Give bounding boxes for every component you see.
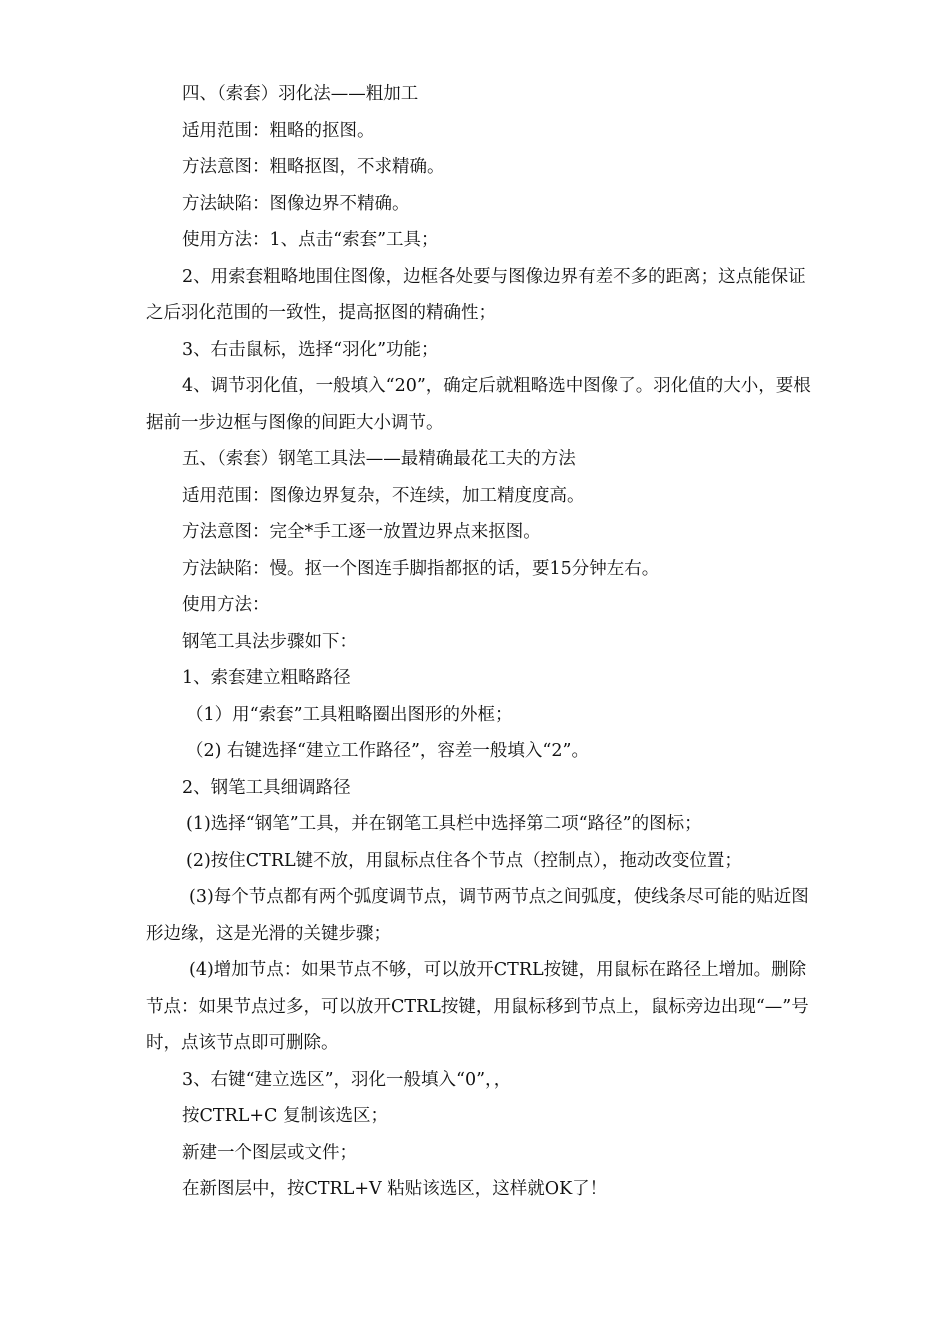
- section5-steps-intro: 钢笔工具法步骤如下：: [182, 631, 357, 652]
- section5-step3: 3、右键“建立选区”，羽化一般填入“0”，，: [182, 1069, 512, 1090]
- section4-intent: 方法意图：粗略抠图，不求精确。: [182, 157, 445, 177]
- section5-heading: 五、（索套）钢笔工具法——最精确最花工夫的方法: [182, 449, 576, 469]
- section4-heading: 四、（索套）羽化法——粗加工: [182, 84, 419, 104]
- section5-scope: 适用范围：图像边界复杂，不连续，加工精度度高。: [182, 485, 585, 506]
- section5-step2-title: 2、钢笔工具细调路径: [182, 777, 351, 798]
- section5-step1-title: 1、索套建立粗略路径: [182, 668, 351, 688]
- section5-new-layer: 新建一个图层或文件；: [182, 1142, 357, 1163]
- section5-step1-b: （2) 右键选择“建立工作路径”，容差一般填入“2”。: [186, 741, 589, 761]
- section4-step4: 4、调节羽化值，一般填入“20”，确定后就粗略选中图像了。羽化值的大小，要根据前一步边框与图像的间距大小调节。: [146, 376, 811, 433]
- section5-intent: 方法意图：完全*手工逐一放置边界点来抠图。: [182, 522, 541, 542]
- section5-usage: 使用方法：: [182, 595, 270, 615]
- section5-step2-b: (2)按住CTRL键不放，用鼠标点住各个节点（控制点），拖动改变位置；: [186, 850, 742, 871]
- section5-step2-c: (3)每个节点都有两个弧度调节点，调节两节点之间弧度，使线条尽可能的贴近图形边缘，这是光滑的关键步骤；: [146, 887, 809, 944]
- section4-step2: 2、用索套粗略地围住图像，边框各处要与图像边界有差不多的距离；这点能保证之后羽化范围的一致性，提高抠图的精确性；: [146, 266, 806, 323]
- section5-step1-a: （1）用“索套”工具粗略圈出图形的外框；: [186, 704, 513, 725]
- document-body: [146, 76, 812, 1208]
- section4-flaw: 方法缺陷：图像边界不精确。: [182, 193, 410, 214]
- section5-step2-d: (4)增加节点：如果节点不够，可以放开CTRL按键，用鼠标在路径上增加。删除节点：如果节点过多，可以放开CTRL按键，用鼠标移到节点上，鼠标旁边出现“—”号时，点该节点即可删除。: [146, 960, 809, 1053]
- section5-flaw: 方法缺陷：慢。抠一个图连手脚指都抠的话，要15分钟左右。: [182, 558, 660, 579]
- section5-paste: 在新图层中，按CTRL+V 粘贴该选区，这样就OK了！: [182, 1179, 608, 1199]
- section5-step2-a: (1)选择“钢笔”工具，并在钢笔工具栏中选择第二项“路径”的图标；: [186, 814, 702, 834]
- section4-scope: 适用范围：粗略的抠图。: [182, 120, 375, 141]
- section4-usage: 使用方法：1、点击“索套”工具；: [182, 230, 439, 250]
- section5-copy: 按CTRL+C 复制该选区；: [182, 1106, 388, 1126]
- section4-step3: 3、右击鼠标，选择“羽化”功能；: [182, 339, 439, 360]
